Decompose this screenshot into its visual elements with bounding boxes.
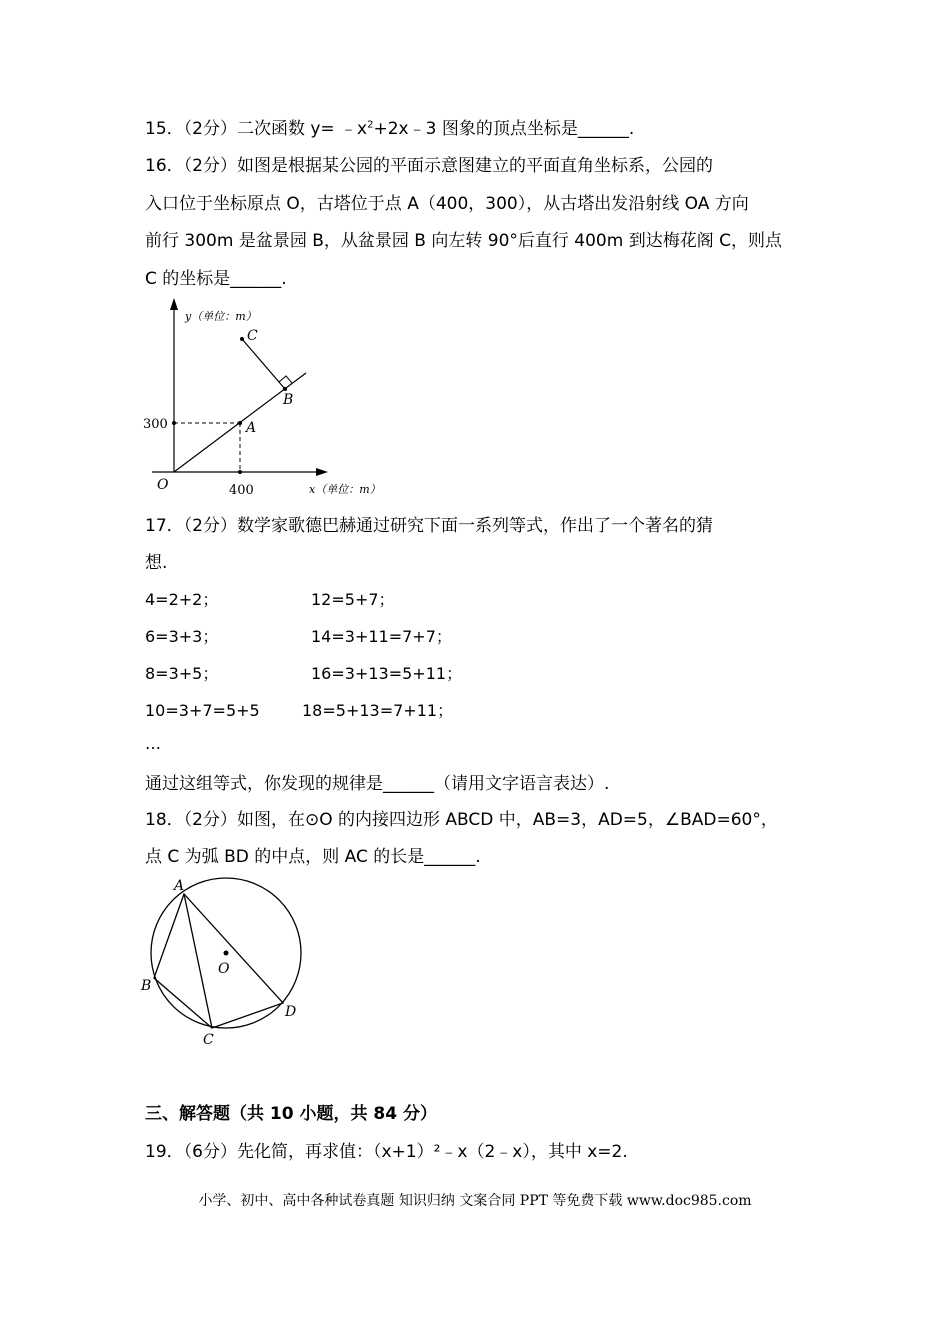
equation-left-1: 4=2+2； xyxy=(145,590,219,609)
y-axis-label: y（单位：m） xyxy=(185,310,257,323)
circle-point-c-label: C xyxy=(203,1032,214,1048)
equation-left-2: 6=3+3； xyxy=(145,627,219,646)
question-17-conclusion: 通过这组等式，你发现的规律是______（请用文字语言表达）. xyxy=(145,774,610,794)
origin-label: O xyxy=(157,477,169,493)
question-16-line-4: C 的坐标是______. xyxy=(145,269,287,289)
circle-point-a-label: A xyxy=(174,878,185,894)
question-19: 19．（6分）先化简，再求值：（x+1）²﹣x（2﹣x），其中 x=2. xyxy=(145,1142,628,1162)
question-16-line-1: 16．（2分）如图是根据某公园的平面示意图建立的平面直角坐标系，公园的 xyxy=(145,156,713,176)
equation-right-4: 18=5+13=7+11； xyxy=(302,701,454,720)
x-axis-arrow xyxy=(316,468,328,476)
q15-superscript: 2 xyxy=(367,119,374,131)
point-b-label: B xyxy=(283,392,294,408)
x-axis-label: x（单位：m） xyxy=(309,483,381,496)
question-18-line-2: 点 C 为弧 BD 的中点，则 AC 的长是______. xyxy=(145,847,481,867)
equation-left-3: 8=3+5； xyxy=(145,664,219,683)
equation-right-1: 12=5+7； xyxy=(311,590,395,609)
q15-text-prefix: 15．（2分）二次函数 y= ﹣x xyxy=(145,119,368,139)
point-a-dot xyxy=(238,421,242,425)
point-c-label: C xyxy=(247,328,258,344)
equation-left-4: 10=3+7=5+5 xyxy=(145,701,260,720)
question-17-line-2: 想. xyxy=(145,553,168,573)
tick-300-label: 300 xyxy=(143,417,168,432)
equation-right-3: 16=3+13=5+11； xyxy=(311,664,463,683)
point-b-dot xyxy=(283,387,287,391)
center-dot xyxy=(224,951,229,956)
tick-400-dot xyxy=(238,470,242,474)
point-a-label: A xyxy=(246,420,257,436)
circle-point-b-label: B xyxy=(141,978,152,994)
question-16-line-3: 前行 300m 是盆景园 B，从盆景园 B 向左转 90°后直行 400m 到达梅花阁 C，则点 xyxy=(145,231,782,251)
segment-bc xyxy=(242,339,285,389)
page-footer: 小学、初中、高中各种试卷真题 知识归纳 文案合同 PPT 等免费下载 www.doc985.com xyxy=(198,1193,752,1209)
right-angle-mark xyxy=(279,376,292,383)
equation-right-2: 14=3+11=7+7； xyxy=(311,627,452,646)
circle-point-d-label: D xyxy=(285,1004,297,1020)
q15-text-suffix: +2x﹣3 图象的顶点坐标是______. xyxy=(373,119,635,139)
y-axis-arrow xyxy=(170,298,178,310)
tick-400-label: 400 xyxy=(229,483,254,498)
equations-ellipsis: … xyxy=(145,734,161,753)
question-16-line-2: 入口位于坐标原点 O，古塔位于点 A（400，300），从古塔出发沿射线 OA 方向 xyxy=(145,194,749,214)
question-17-line-1: 17．（2分）数学家歌德巴赫通过研究下面一系列等式，作出了一个著名的猜 xyxy=(145,516,713,536)
circle-center-label: O xyxy=(218,961,230,977)
section-3-heading: 三、解答题（共 10 小题，共 84 分） xyxy=(145,1104,437,1124)
point-c-dot xyxy=(240,337,244,341)
question-18-line-1: 18．（2分）如图，在⊙O 的内接四边形 ABCD 中，AB=3，AD=5，∠BAD=60°， xyxy=(145,810,778,830)
tick-300-dot xyxy=(172,421,176,425)
